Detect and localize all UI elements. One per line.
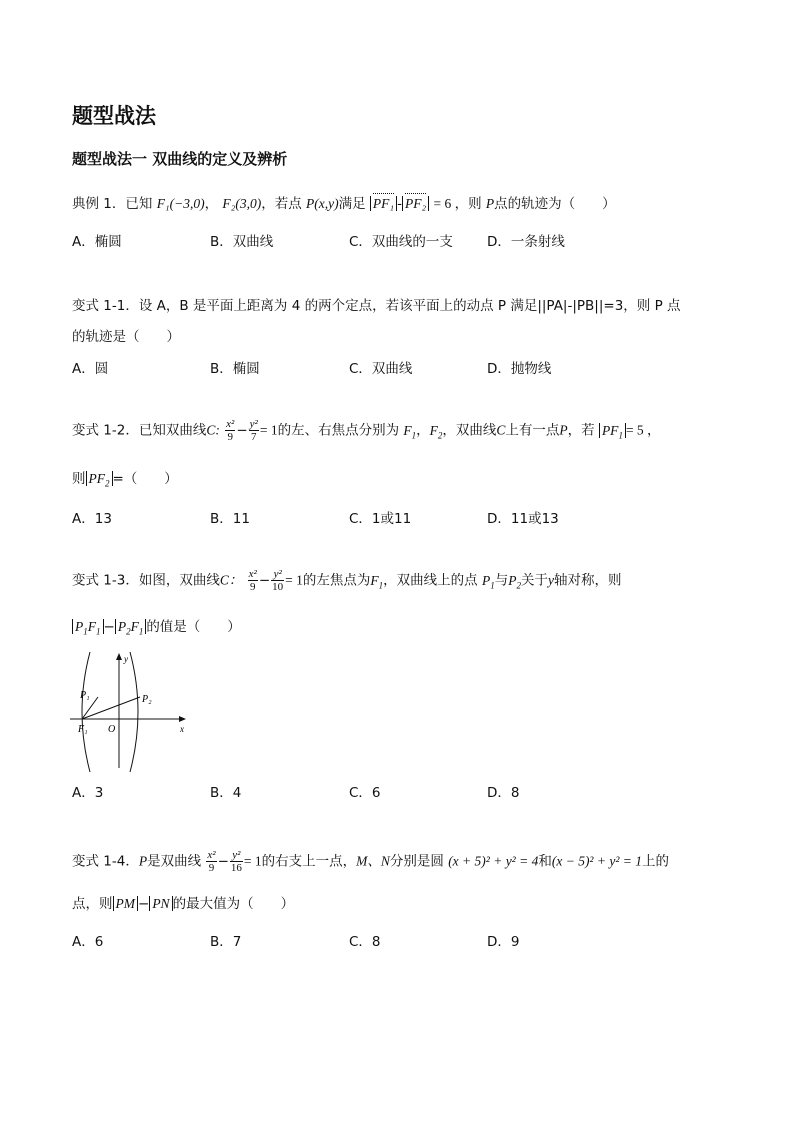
hyperbola-figure (68, 650, 192, 774)
page-title: 题型战法 (72, 104, 156, 128)
q5-option-a[interactable]: A．6 (72, 934, 104, 950)
q2-option-c[interactable]: C．双曲线 (349, 361, 413, 377)
q1-option-b[interactable]: B．双曲线 (210, 234, 274, 250)
q1-option-d[interactable]: D．一条射线 (487, 234, 565, 250)
label-p1: P₁ (80, 690, 90, 701)
q1-abs-pf1: PF₁ (370, 196, 397, 211)
section-heading: 题型战法一 双曲线的定义及辨析 (72, 150, 288, 168)
q1-option-c[interactable]: C．双曲线的一支 (349, 234, 453, 250)
q1-f1: F₁(−3,0) (156, 196, 205, 211)
q3-option-c[interactable]: C．1或11 (349, 511, 412, 527)
question-2-line2: 的轨迹是（ ） (72, 329, 180, 345)
label-y: y (124, 654, 128, 664)
y-axis-arrow (116, 653, 122, 660)
q4-option-d[interactable]: D．8 (487, 785, 520, 801)
question-2-line1: 变式 1-1．设 A，B 是平面上距离为 4 的两个定点，若该平面上的动点 P 满足||PA|-|PB||=3，则 P 点 (72, 298, 681, 314)
q2-option-d[interactable]: D．抛物线 (487, 361, 552, 377)
q3-option-d[interactable]: D．11或13 (487, 511, 559, 527)
q1-cond-post: = 6 ，则 (433, 196, 482, 211)
label-origin: O (108, 724, 116, 735)
q1-f2: F₂(3,0) (222, 196, 262, 211)
question-4-line2: $P_1F_1 - P_2F_1$ 的值是（ ） (72, 615, 241, 637)
x-axis-arrow (179, 716, 186, 722)
q3-frac-y: $\frac{\text{y²}}{7}$ (249, 418, 258, 443)
q1-point: P(x,y) (306, 196, 339, 211)
q5-frac-x: $\frac{\text{x²}}{9}$ (207, 849, 216, 874)
question-4-line1: 变式 1-3．如图，双曲线C： $\frac{\text{x²}}{9}$ − $\frac{\text{y²}}{10}$ = 1的左焦点为$F_1$，双曲线上的点 $P_1$与$P_2$关于y轴对称，则 (72, 568, 622, 593)
q1-mid: ，若点 (261, 196, 302, 212)
q1-option-a[interactable]: A．椭圆 (72, 234, 122, 250)
q5-option-b[interactable]: B．7 (210, 934, 242, 950)
q4-frac-x: $\frac{\text{x²}}{9}$ (248, 568, 257, 593)
label-p2: P₂ (142, 694, 152, 705)
question-1-stem: 典例 1．已知 F₁(−3,0)， F₂(3,0)，若点 P(x,y)满足 PF₁ - PF₂ = 6 ，则 P点的轨迹为（ ） (72, 196, 616, 212)
q4-option-a[interactable]: A．3 (72, 785, 104, 801)
q2-option-b[interactable]: B．椭圆 (210, 361, 260, 377)
question-5-line1: 变式 1-4．P是双曲线 $\frac{\text{x²}}{9}$ − $\frac{\text{y²}}{16}$ = 1的右支上一点，M、N分别是圆 (x + 5)² + y² = 4和(x − 5)² + y² = 1上的 (72, 849, 669, 874)
question-5-line2: 点，则 PM − PN 的最大值为（ ） (72, 896, 295, 912)
right-branch (130, 652, 138, 772)
q3-frac-x: $\frac{\text{x²}}{9}$ (226, 418, 235, 443)
q4-frac-y: $\frac{\text{y²}}{10}$ (272, 568, 284, 593)
q4-option-b[interactable]: B．4 (210, 785, 242, 801)
q4-option-c[interactable]: C．6 (349, 785, 381, 801)
q3-option-a[interactable]: A．13 (72, 511, 112, 527)
label-f1: F₁ (78, 724, 88, 735)
q1-abs-pf2: PF₂ (402, 196, 429, 211)
q5-option-d[interactable]: D．9 (487, 934, 520, 950)
left-branch (82, 652, 90, 772)
question-3-line2: 则 $PF_2$ =（ ） (72, 471, 178, 489)
label-x: x (180, 724, 184, 734)
q5-frac-y: $\frac{\text{y²}}{16}$ (230, 849, 242, 874)
q3-option-b[interactable]: B．11 (210, 511, 250, 527)
q2-option-a[interactable]: A．圆 (72, 361, 109, 377)
q1-label: 典例 1．已知 (72, 196, 153, 212)
question-3-line1: 变式 1-2．已知双曲线C: $\frac{\text{x²}}{9}$ − $\frac{\text{y²}}{7}$ = 1的左、右焦点分别为 $F_1$，$F_2$，双曲线C上有一点P，若 $PF_1 = 5$ ， (72, 418, 661, 443)
q5-option-c[interactable]: C．8 (349, 934, 381, 950)
segment-f1-p2 (82, 697, 140, 719)
q1-cond-pre: 满足 (338, 196, 366, 212)
q1-tail: 点的轨迹为（ ） (494, 196, 616, 212)
